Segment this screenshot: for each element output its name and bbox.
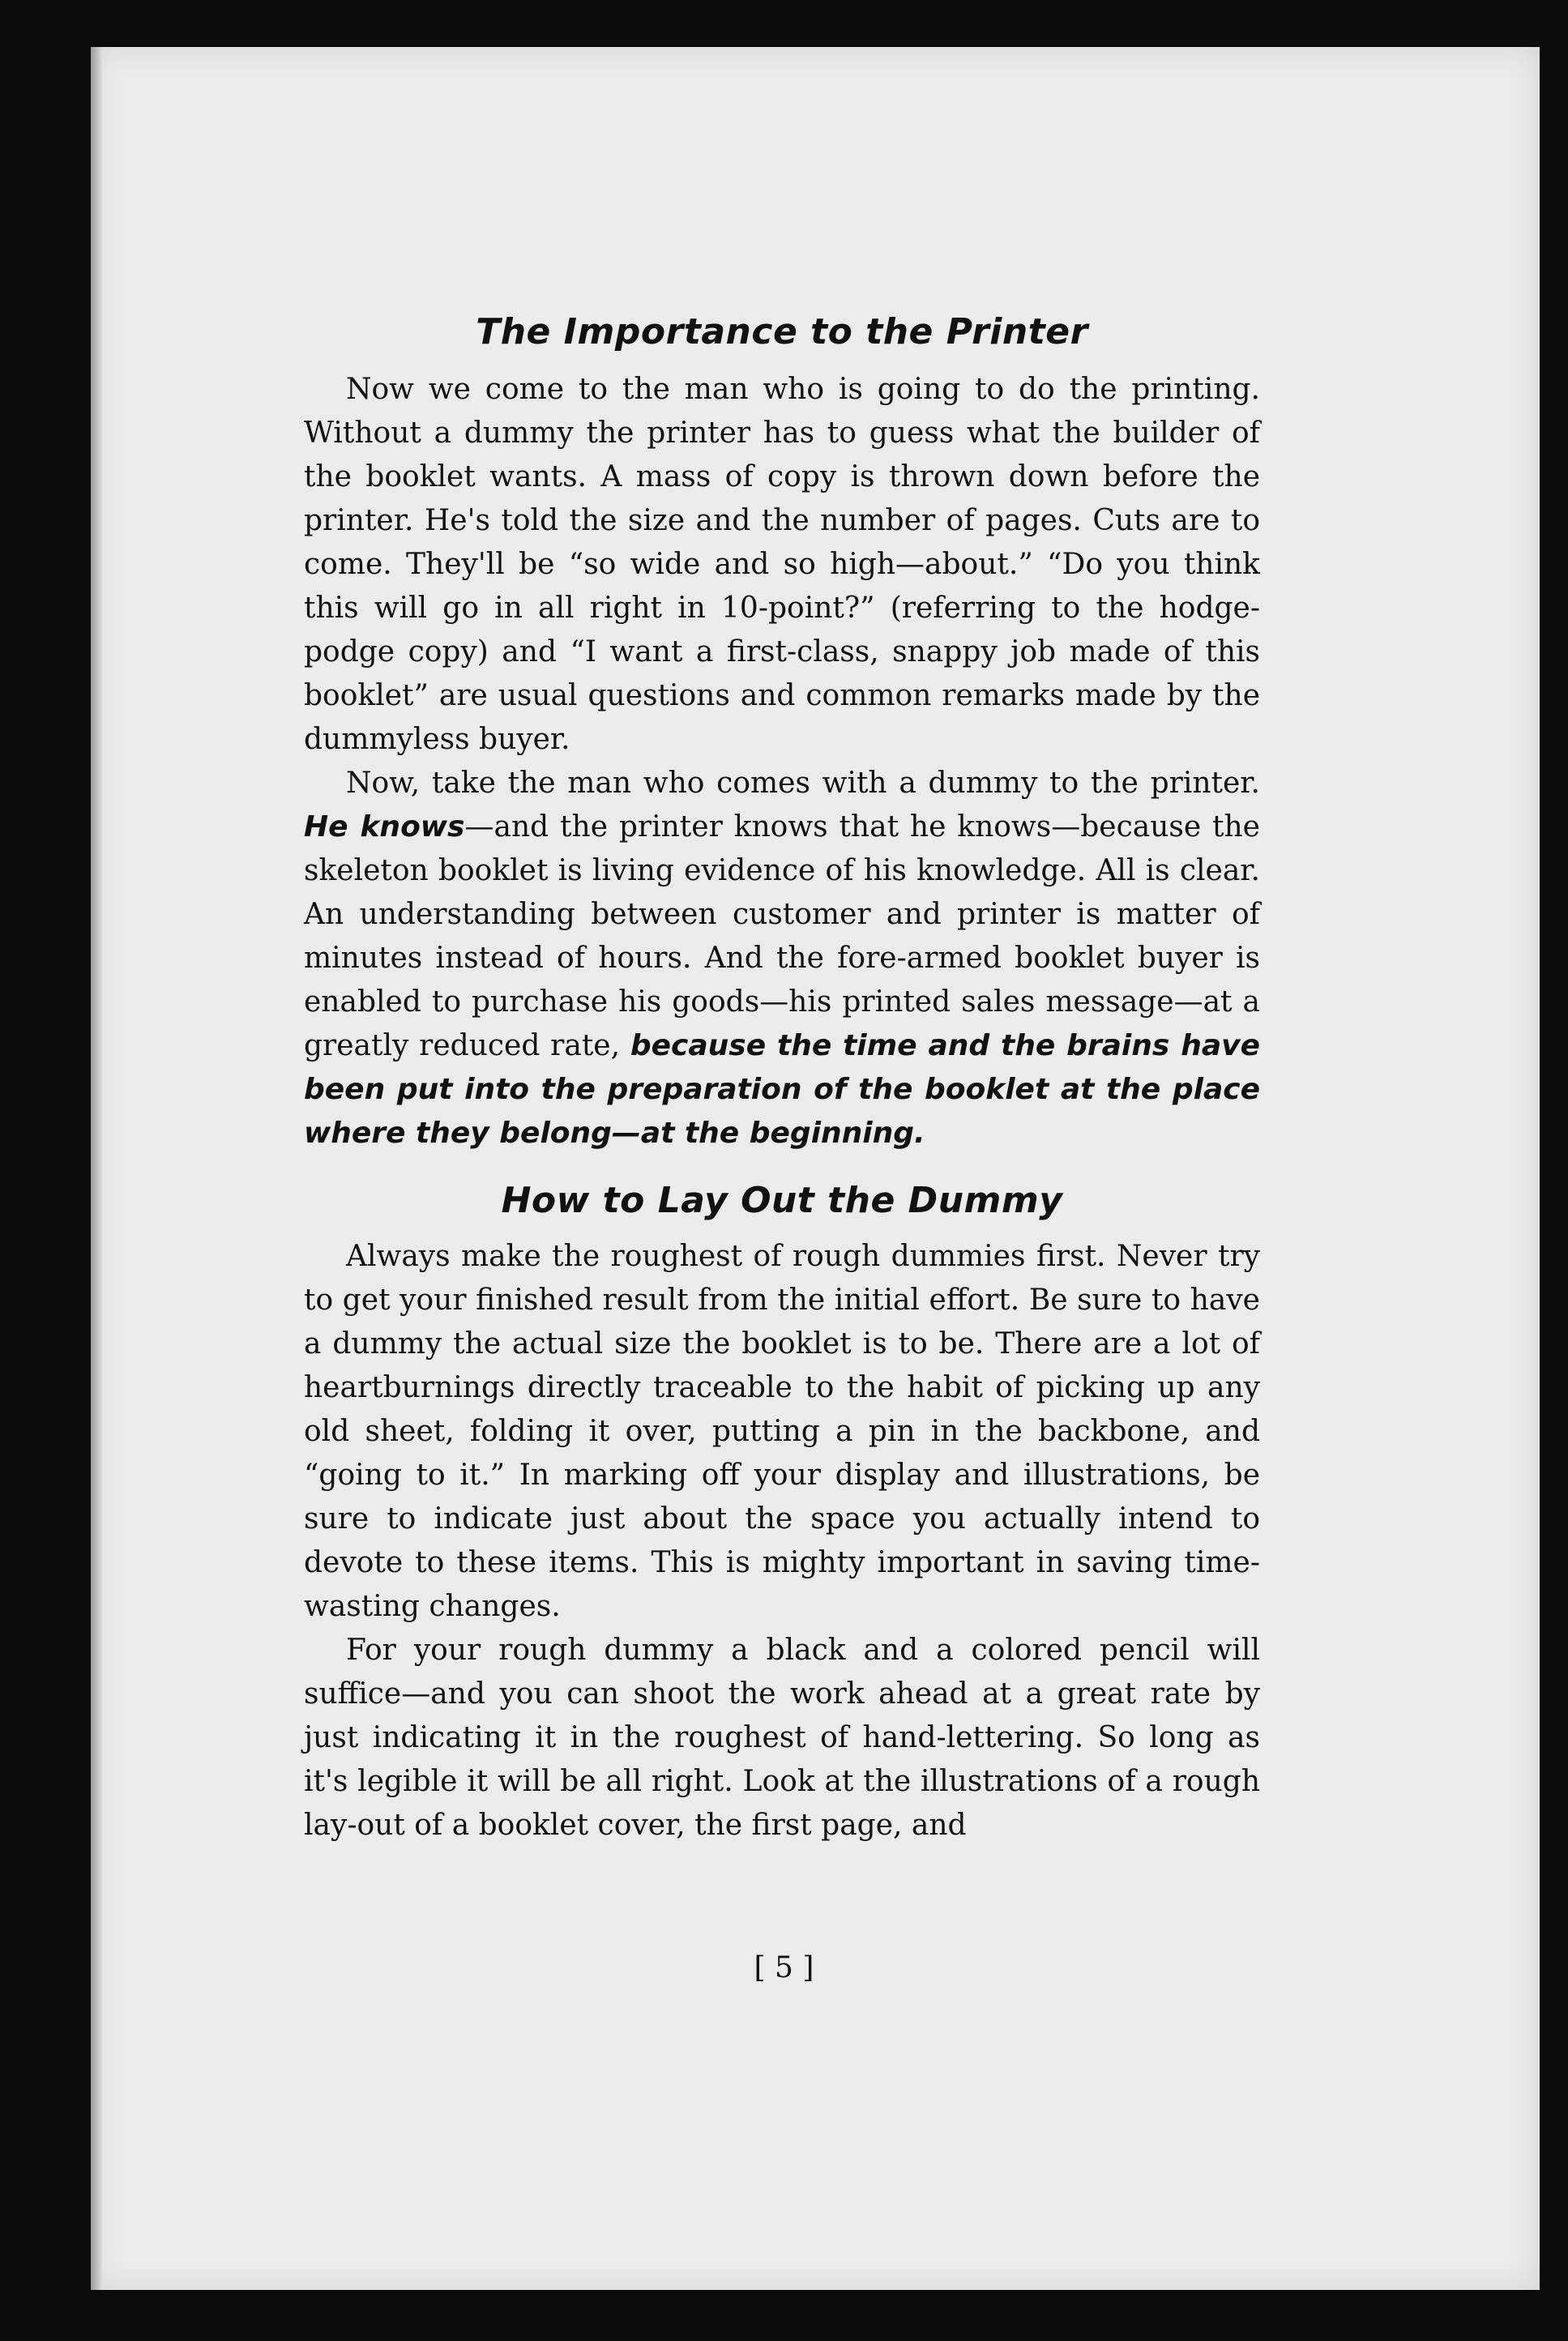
emphasis-closing-sentence: because the time and the brains have been put into the preparation of the booklet at the place where they belong—at the beginning. [304, 1029, 1261, 1150]
section-heading-printer: The Importance to the Printer [476, 311, 1088, 352]
emphasis-he-knows: He knows [304, 810, 465, 844]
page-number: [ 5 ] [754, 1951, 814, 1984]
section-heading-dummy: How to Lay Out the Dummy [501, 1180, 1063, 1221]
paragraph-printer-2 [304, 762, 1260, 1156]
paragraph-dummy-2: For your rough dummy a black and a colored pencil will suffice—and you can shoot the work ahead at a great rate by just indicating it in the roughest of hand-lettering. So long as it's legible it will be all right. Look at the illustrations of a rough lay-out of a booklet cover, the first page, and [304, 1634, 1260, 1842]
paragraph-text: —and the printer knows that he knows—because the skeleton booklet is living evidence of his knowledge. All is clear. An understanding between customer and printer is matter of minutes instead of hours. And the fore-armed booklet buyer is enabled to purchase his goods—his printed sales message—at a greatly reduced rate, [304, 810, 1260, 1062]
paragraph-printer-1: Now we come to the man who is going to do the printing. Without a dummy the printer has to guess what the builder of the booklet wants. A mass of copy is thrown down before the printer. He's told the size and the number of pages. Cuts are to come. They'll be “so wide and so high—about.” “Do you think this will go in all right in 10-point?” (referring to the hodge-podge copy) and “I want a first-class, snappy job made of this booklet” are usual questions and common remarks made by the dummyless buyer. [304, 373, 1260, 756]
paragraph-dummy-1: Always make the roughest of rough dummies first. Never try to get your finished result from the initial effort. Be sure to have a dummy the actual size the booklet is to be. There are a lot of heartburnings directly traceable to the habit of picking up any old sheet, folding it over, putting a pin in the backbone, and “going to it.” In marking off your display and illustrations, be sure to indicate just about the space you actually intend to devote to these items. This is mighty important in saving time-wasting changes. [304, 1240, 1260, 1623]
page-body [304, 308, 1260, 1848]
paragraph-text: Now, take the man who comes with a dummy to the printer. [346, 767, 1260, 800]
